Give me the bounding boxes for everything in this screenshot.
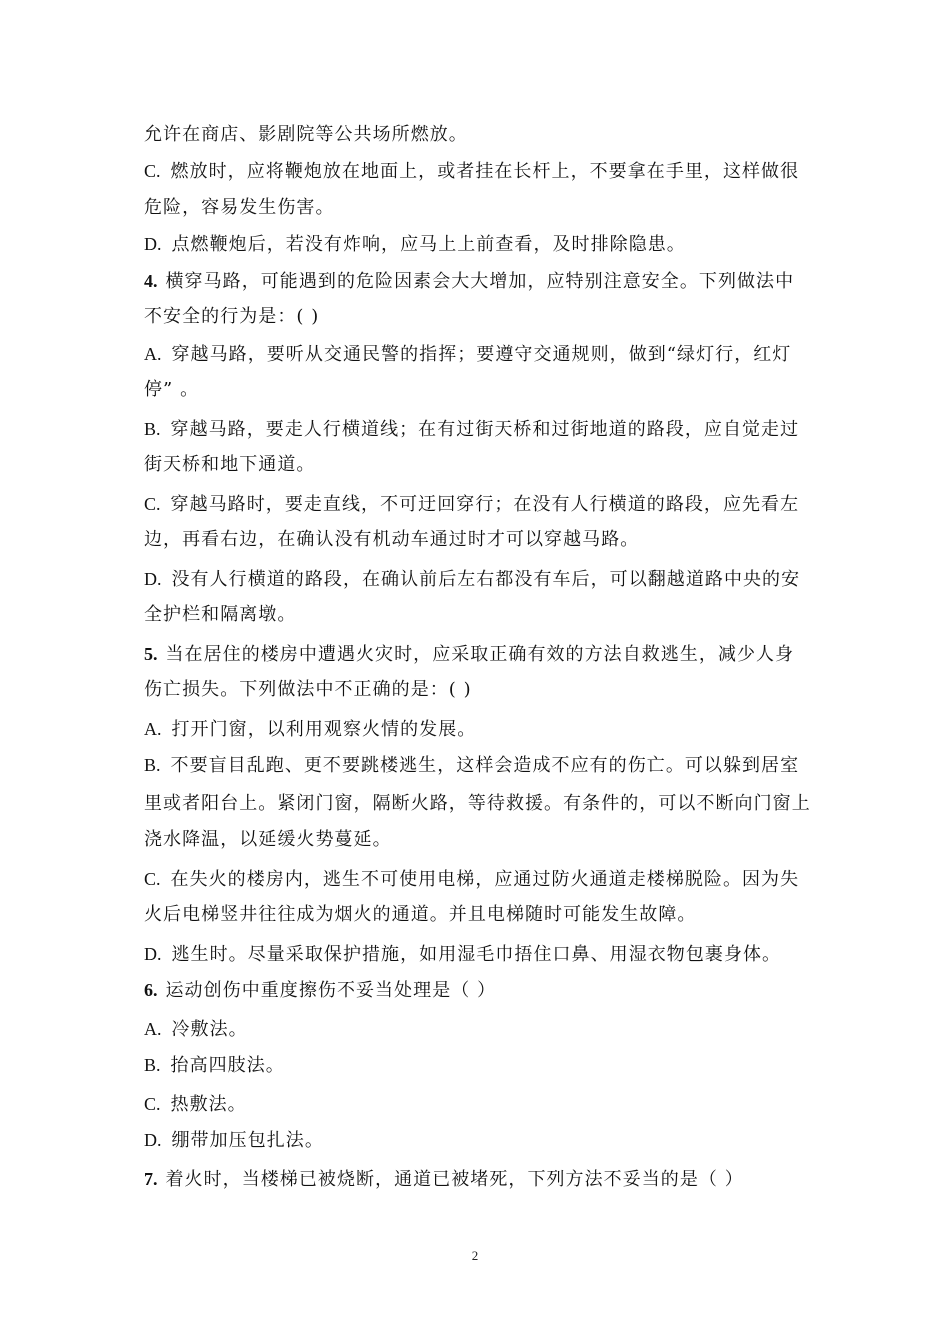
line-text: 不安全的行为是：( ): [144, 306, 320, 327]
question-line: [144, 1166, 824, 1193]
line-text: 冷敷法。: [171, 1019, 248, 1040]
option-line: [144, 1127, 824, 1154]
line-text: 当在居住的楼房中遭遇火灾时，应采取正确有效的方法自救逃生，减少人身: [165, 644, 795, 665]
line-text: 停” 。: [144, 379, 200, 400]
option-line: [144, 752, 824, 779]
line-text: 街天桥和地下通道。: [144, 454, 316, 475]
text-line: [144, 195, 824, 221]
line-text: 没有人行横道的路段，在确认前后左右都没有车后，可以翻越道路中央的安: [171, 569, 801, 590]
text-line: [144, 791, 824, 817]
text-line: [144, 304, 824, 330]
option-line: [144, 566, 824, 593]
line-text: 运动创伤中重度擦伤不妥当处理是（ ）: [165, 980, 497, 1001]
option-letter: B.: [144, 755, 161, 775]
option-letter: A.: [144, 1019, 162, 1039]
text-line: [144, 602, 824, 628]
line-text: 穿越马路，要听从交通民警的指挥；要遵守交通规则，做到“绿灯行，红灯: [171, 344, 792, 365]
question-number: 5.: [144, 644, 158, 664]
option-letter: D.: [144, 234, 162, 254]
option-letter: C.: [144, 161, 161, 181]
text-line: [144, 377, 824, 403]
text-line: [144, 527, 824, 553]
option-letter: D.: [144, 1130, 162, 1150]
question-line: [144, 268, 824, 295]
option-line: [144, 231, 824, 258]
text-line: [144, 122, 824, 148]
option-line: [144, 866, 824, 893]
question-line: [144, 641, 824, 668]
line-text: 允许在商店、影剧院等公共场所燃放。: [144, 124, 468, 145]
line-text: 着火时，当楼梯已被烧断，通道已被堵死，下列方法不妥当的是（ ）: [165, 1169, 744, 1190]
option-line: [144, 158, 824, 185]
line-text: 穿越马路，要走人行横道线；在有过街天桥和过街地道的路段，应自觉走过: [170, 419, 800, 440]
text-line: [144, 452, 824, 478]
line-text: 里或者阳台上。紧闭门窗，隔断火路，等待救援。有条件的，可以不断向门窗上: [144, 793, 811, 814]
line-text: 火后电梯竖井往往成为烟火的通道。并且电梯随时可能发生故障。: [144, 904, 697, 925]
line-text: 在失火的楼房内，逃生不可使用电梯，应通过防火通道走楼梯脱险。因为失: [170, 869, 800, 890]
line-text: 不要盲目乱跑、更不要跳楼逃生，这样会造成不应有的伤亡。可以躲到居室: [170, 755, 800, 776]
line-text: 危险，容易发生伤害。: [144, 197, 335, 218]
text-line: [144, 902, 824, 928]
option-letter: D.: [144, 944, 162, 964]
line-text: 全护栏和隔离墩。: [144, 604, 297, 625]
option-line: [144, 416, 824, 443]
line-text: 热敷法。: [170, 1094, 247, 1115]
option-letter: A.: [144, 719, 162, 739]
question-number: 6.: [144, 980, 158, 1000]
option-line: [144, 941, 824, 968]
option-line: [144, 716, 824, 743]
line-text: 绷带加压包扎法。: [171, 1130, 324, 1151]
page-number: 2: [471, 1248, 479, 1263]
option-line: [144, 1091, 824, 1118]
line-text: 点燃鞭炮后，若没有炸响，应马上上前查看，及时排除隐患。: [171, 234, 686, 255]
option-line: [144, 1052, 824, 1079]
question-number: 4.: [144, 271, 158, 291]
option-letter: C.: [144, 869, 161, 889]
option-line: [144, 1016, 824, 1043]
line-text: 穿越马路时，要走直线，不可迂回穿行；在没有人行横道的路段，应先看左: [170, 494, 800, 515]
question-line: [144, 977, 824, 1004]
option-letter: C.: [144, 494, 161, 514]
option-line: [144, 341, 824, 368]
option-line: [144, 491, 824, 518]
line-text: 燃放时，应将鞭炮放在地面上，或者挂在长杆上，不要拿在手里，这样做很: [170, 161, 800, 182]
option-letter: A.: [144, 344, 162, 364]
text-line: [144, 827, 824, 853]
line-text: 逃生时。尽量采取保护措施，如用湿毛巾捂住口鼻、用湿衣物包裹身体。: [171, 944, 782, 965]
line-text: 伤亡损失。下列做法中不正确的是：( ): [144, 679, 472, 700]
line-text: 浇水降温，以延缓火势蔓延。: [144, 829, 392, 850]
line-text: 横穿马路，可能遇到的危险因素会大大增加，应特别注意安全。下列做法中: [165, 271, 795, 292]
text-line: [144, 677, 824, 703]
option-letter: D.: [144, 569, 162, 589]
option-letter: B.: [144, 1055, 161, 1075]
line-text: 抬高四肢法。: [170, 1055, 285, 1076]
option-letter: B.: [144, 419, 161, 439]
option-letter: C.: [144, 1094, 161, 1114]
question-number: 7.: [144, 1169, 158, 1189]
line-text: 打开门窗，以利用观察火情的发展。: [171, 719, 477, 740]
line-text: 边，再看右边，在确认没有机动车通过时才可以穿越马路。: [144, 529, 640, 550]
